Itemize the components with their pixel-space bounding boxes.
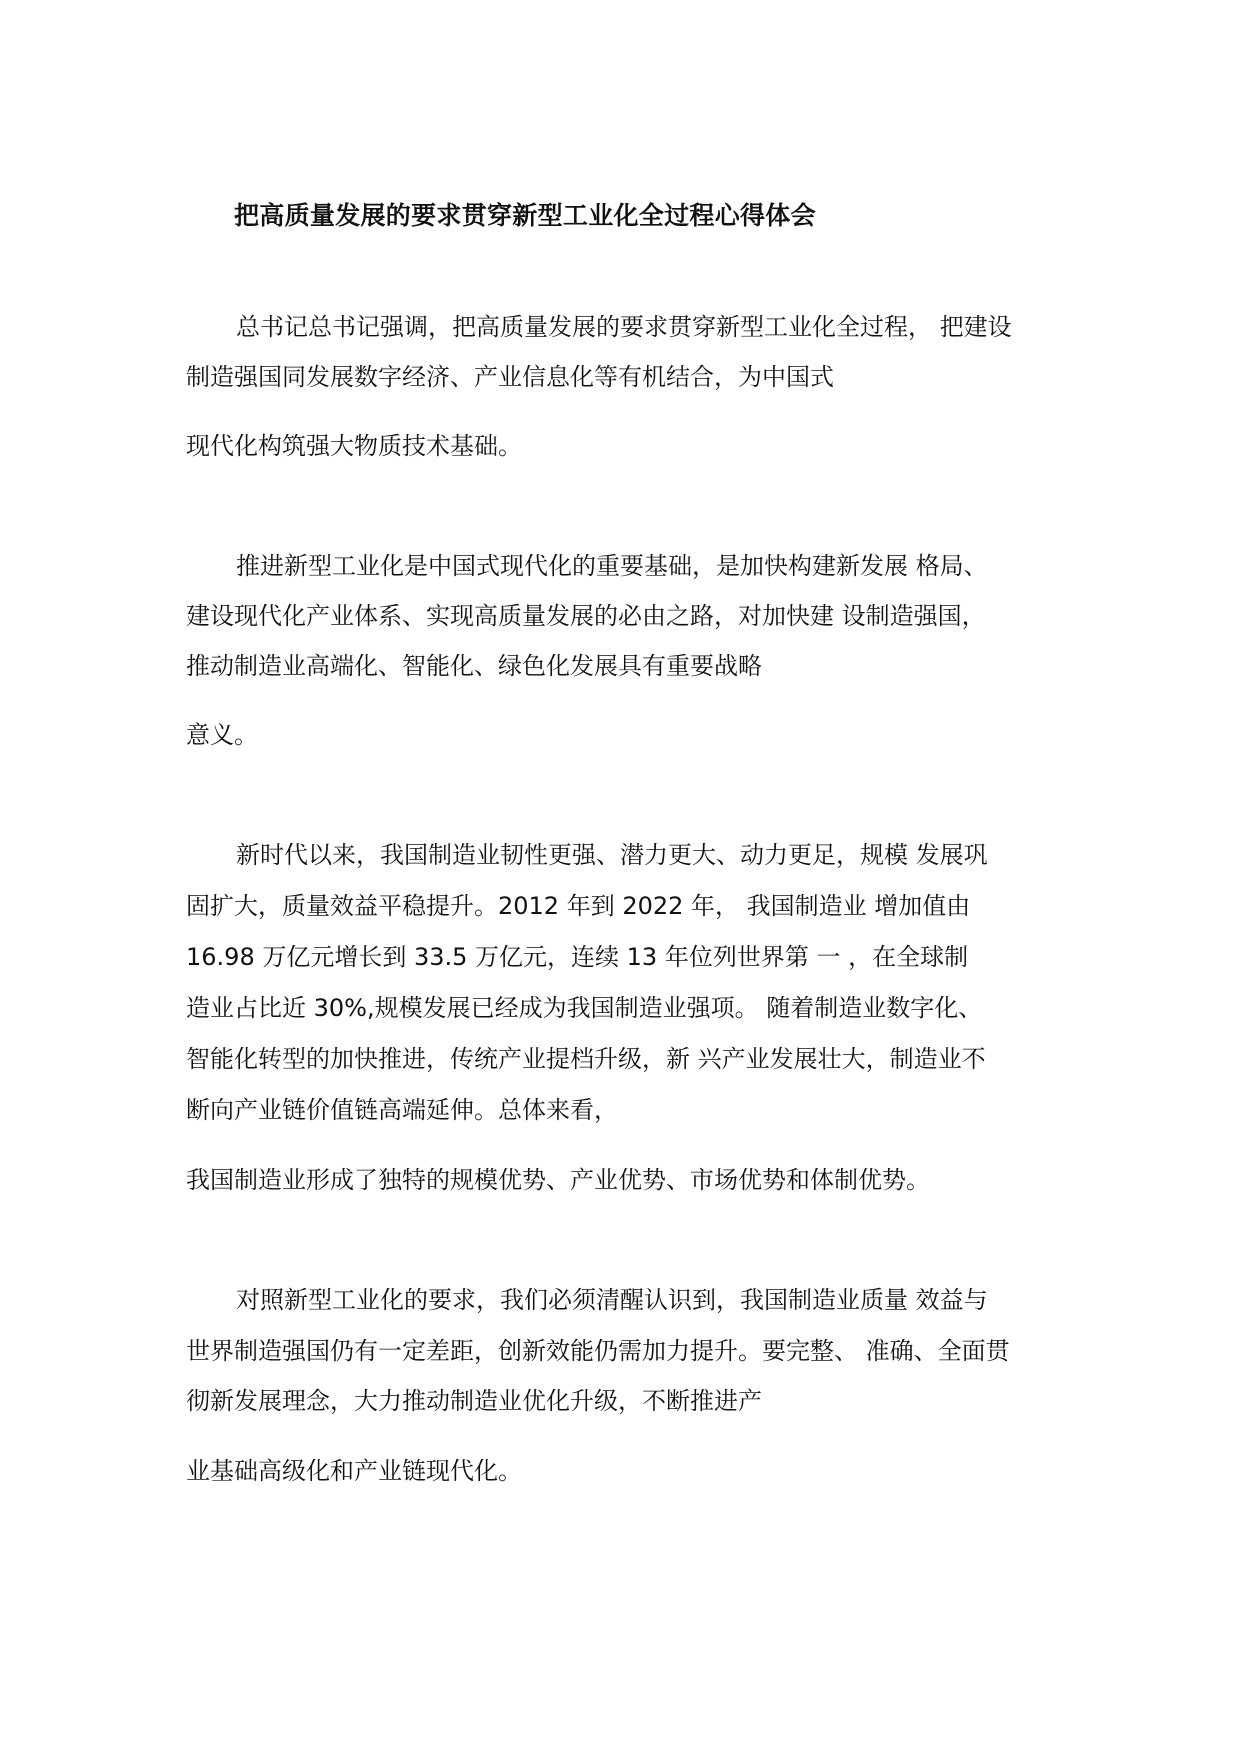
- paragraph-1-line-2: 制造强国同发展数字经济、产业信息化等有机结合，为中国式: [186, 363, 834, 391]
- paragraph-3-line-5: 智能化转型的加快推进，传统产业提档升级，新 兴产业发展壮大，制造业不: [186, 1045, 986, 1073]
- paragraph-2-line-2: 建设现代化产业体系、实现高质量发展的必由之路，对加快建 设制造强国，: [186, 602, 986, 630]
- paragraph-2-line-4: 意义。: [186, 721, 258, 749]
- paragraph-3-line-2: 固扩大，质量效益平稳提升。2012 年到 2022 年， 我国制造业 增加值由: [186, 892, 971, 920]
- paragraph-4-line-1: 对照新型工业化的要求，我们必须清醒认识到，我国制造业质量 效益与: [236, 1286, 988, 1314]
- paragraph-3-line-3: 16.98 万亿元增长到 33.5 万亿元，连续 13 年位列世界第 一 ，在全球制: [186, 943, 969, 971]
- paragraph-3-line-1: 新时代以来，我国制造业韧性更强、潜力更大、动力更足，规模 发展巩: [236, 841, 988, 869]
- paragraph-1-line-1: 总书记总书记强调，把高质量发展的要求贯穿新型工业化全过程， 把建设: [236, 313, 1012, 341]
- paragraph-2-line-1: 推进新型工业化是中国式现代化的重要基础，是加快构建新发展 格局、: [236, 552, 988, 580]
- paragraph-4-line-3: 彻新发展理念，大力推动制造业优化升级，不断推进产: [186, 1387, 762, 1415]
- paragraph-4-line-4: 业基础高级化和产业链现代化。: [186, 1457, 522, 1485]
- paragraph-3-line-4: 造业占比近 30%,规模发展已经成为我国制造业强项。 随着制造业数字化、: [186, 994, 983, 1022]
- document-title: 把高质量发展的要求贯穿新型工业化全过程心得体会: [234, 201, 816, 230]
- paragraph-2-line-3: 推动制造业高端化、智能化、绿色化发展具有重要战略: [186, 652, 762, 680]
- paragraph-3-line-7: 我国制造业形成了独特的规模优势、产业优势、市场优势和体制优势。: [186, 1166, 930, 1194]
- paragraph-4-line-2: 世界制造强国仍有一定差距，创新效能仍需加力提升。要完整、 准确、全面贯: [186, 1337, 1010, 1365]
- paragraph-3-line-6: 断向产业链价值链高端延伸。总体来看，: [186, 1096, 618, 1124]
- paragraph-1-line-3: 现代化构筑强大物质技术基础。: [186, 432, 522, 460]
